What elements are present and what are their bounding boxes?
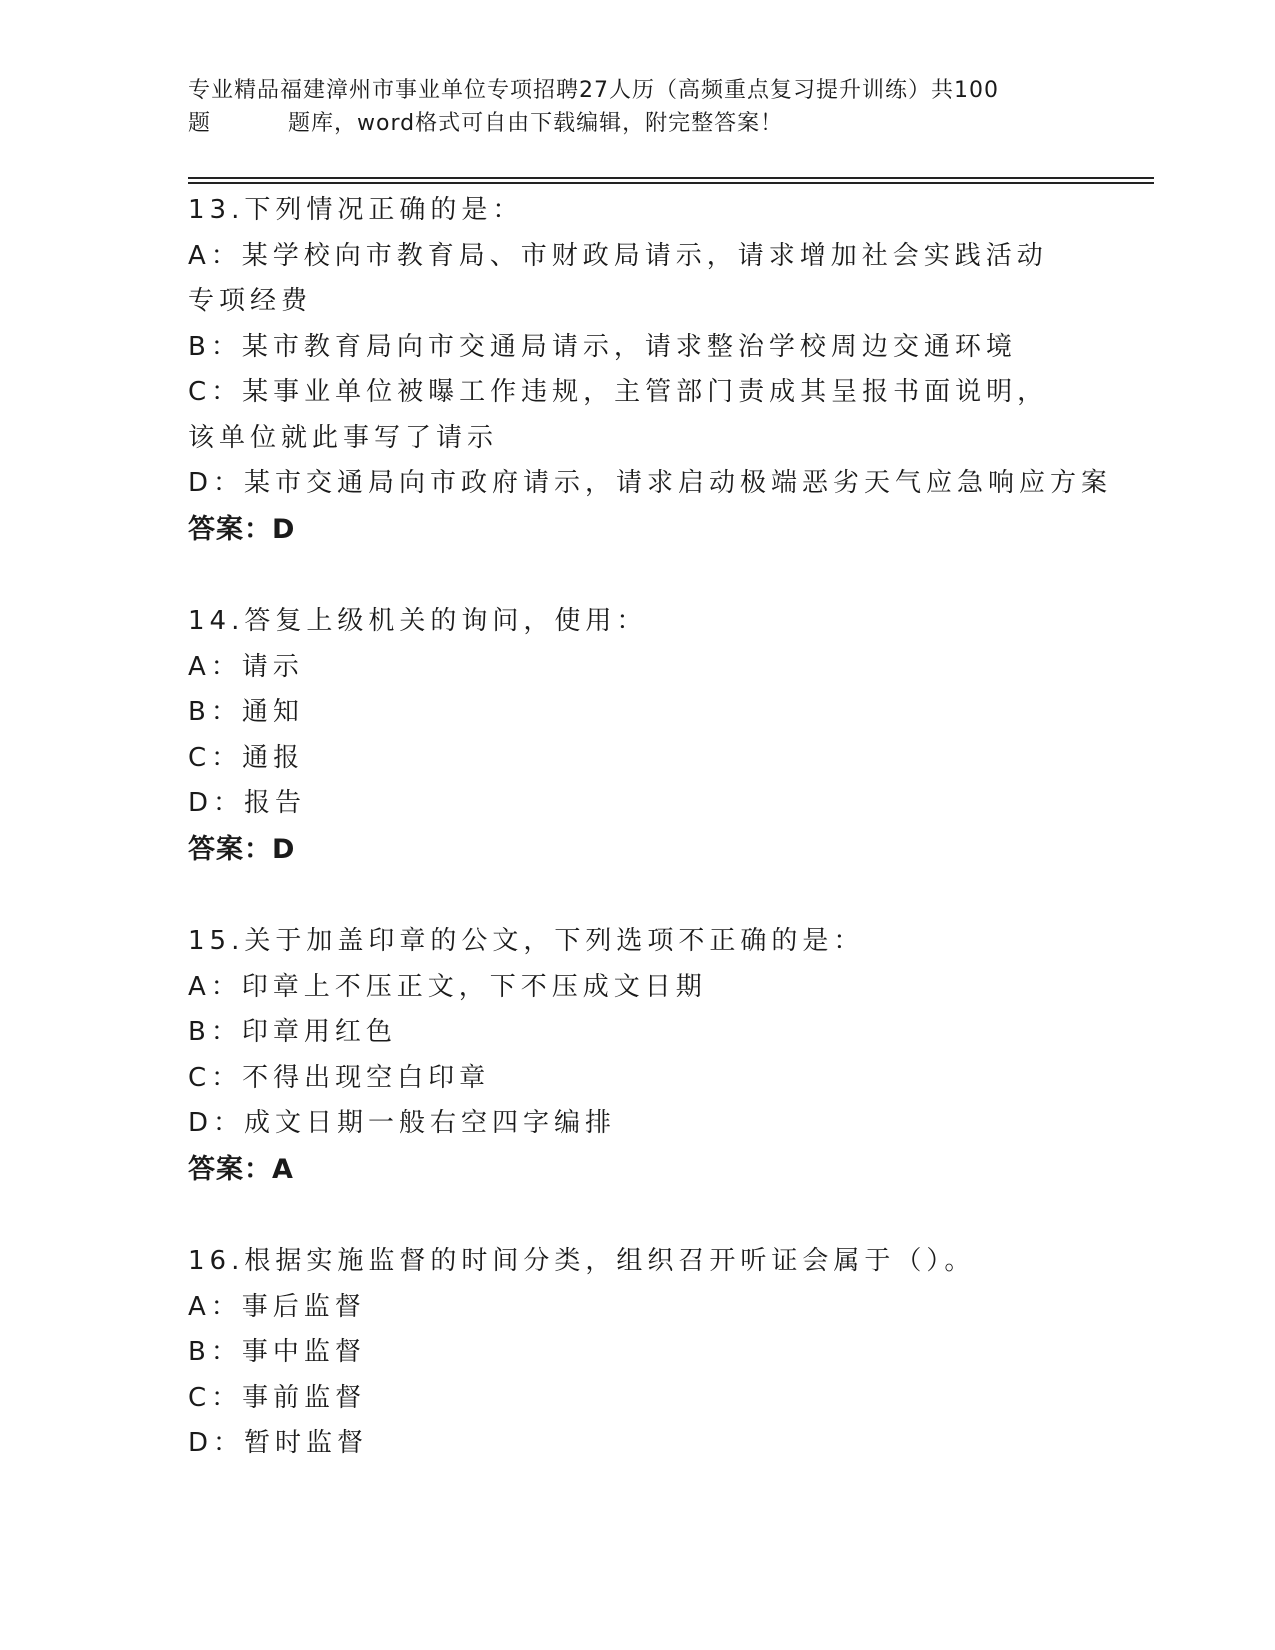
- option-c: C：不得出现空白印章: [188, 1062, 491, 1093]
- header-title-line1: 专业精品福建漳州市事业单位专项招聘27人历（高频重点复习提升训练）共100: [188, 78, 999, 103]
- option-d: D：报告: [188, 788, 307, 818]
- header-divider-bottom: [188, 182, 1154, 184]
- question-stem: 16.根据实施监督的时间分类，组织召开听证会属于（）。: [188, 1246, 976, 1276]
- option-c: C：事前监督: [188, 1382, 367, 1413]
- question-stem: 14.答复上级机关的询问，使用：: [188, 606, 648, 636]
- question-stem: 15.关于加盖印章的公文，下列选项不正确的是：: [188, 926, 865, 956]
- option-d: D：某市交通局向市政府请示，请求启动极端恶劣天气应急响应方案: [188, 468, 1113, 498]
- option-a: A：事后监督: [188, 1291, 366, 1322]
- question-14: [188, 599, 1088, 872]
- option-a: A：请示: [188, 651, 304, 682]
- option-a: A：印章上不压正文，下不压成文日期: [188, 971, 707, 1002]
- option-b: B：通知: [188, 697, 304, 727]
- question-list: [188, 188, 1113, 1467]
- option-b: B：某市教育局向市交通局请示，请求整治学校周边交通环境: [188, 331, 1017, 362]
- header-divider-top: [188, 177, 1154, 179]
- question-16: [188, 1239, 1088, 1467]
- option-c: C：通报: [188, 742, 305, 773]
- header-title-line2-rest: 题库，word格式可自由下载编辑，附完整答案！: [288, 111, 784, 136]
- option-b: B：印章用红色: [188, 1017, 397, 1047]
- option-c: C：某事业单位被曝工作违规，主管部门责成其呈报书面说明，该单位就此事写了请示: [188, 377, 1049, 453]
- option-b: B：事中监督: [188, 1337, 366, 1367]
- option-d: D：暂时监督: [188, 1428, 369, 1458]
- question-stem: 13.下列情况正确的是：: [188, 195, 524, 225]
- option-a: A：某学校向市教育局、市财政局请示，请求增加社会实践活动专项经费: [188, 240, 1048, 316]
- header-title-line2: [188, 107, 1088, 140]
- option-d: D：成文日期一般右空四字编排: [188, 1108, 617, 1138]
- question-15: [188, 919, 1088, 1192]
- page-header: [188, 74, 1088, 140]
- header-title-line2-start: 题: [188, 111, 212, 136]
- answer-text: 答案：A: [188, 1153, 294, 1185]
- answer-text: 答案：D: [188, 513, 296, 545]
- question-13: [188, 188, 1113, 552]
- answer-text: 答案：D: [188, 833, 296, 865]
